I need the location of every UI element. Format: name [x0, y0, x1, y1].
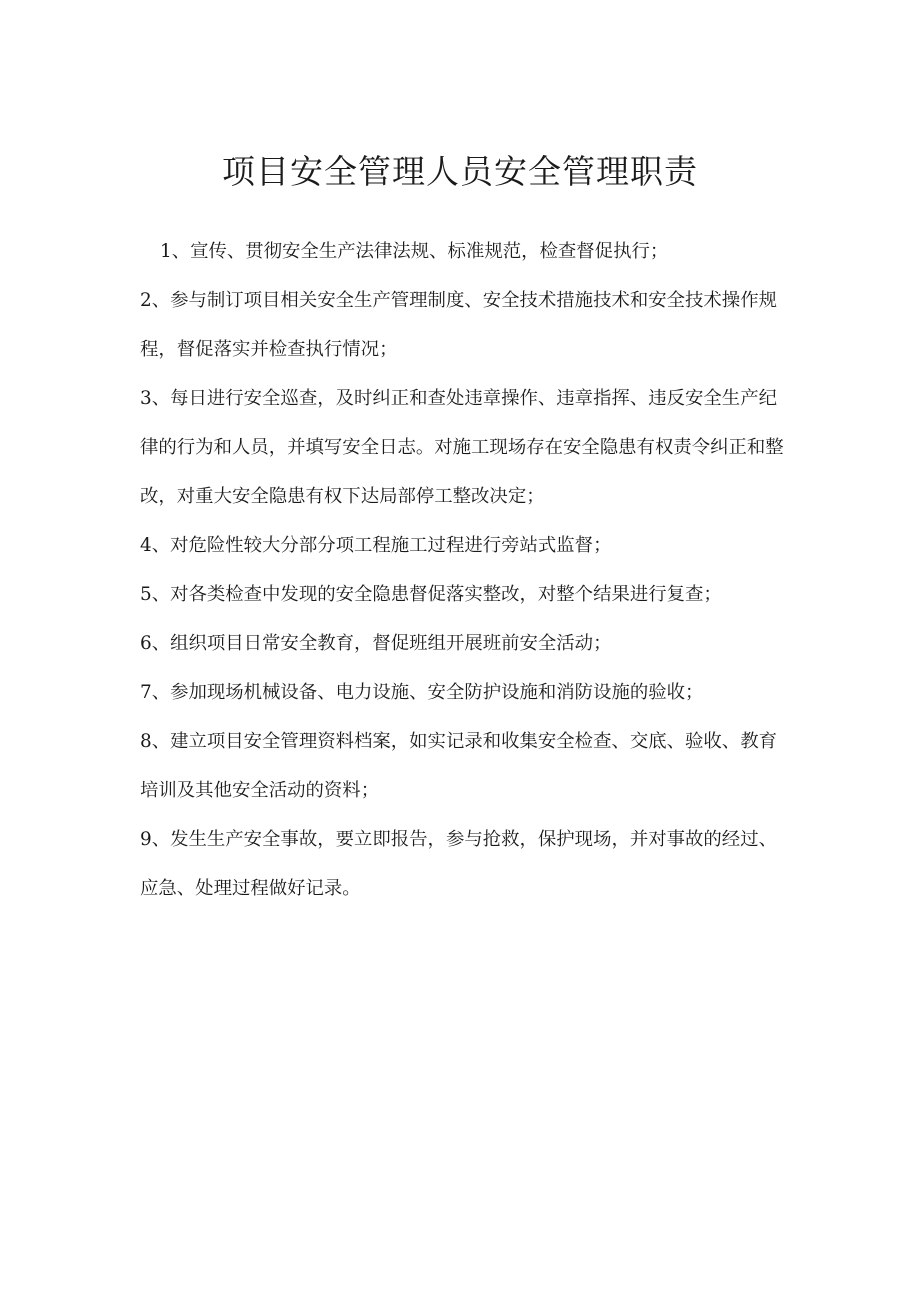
responsibility-item-7: 7、参加现场机械设备、电力设施、安全防护设施和消防设施的验收；: [140, 682, 704, 703]
responsibility-item-8: 8、建立项目安全管理资料档案，如实记录和收集安全检查、交底、验收、教育培训及其他安全活动的资料；: [140, 731, 777, 801]
document-title: 项目安全管理人员安全管理职责: [222, 152, 698, 191]
responsibility-item-5: 5、对各类检查中发现的安全隐患督促落实整改，对整个结果进行复查；: [140, 584, 722, 605]
responsibility-item-3: 3、每日进行安全巡查，及时纠正和查处违章操作、违章指挥、违反安全生产纪律的行为和人员，并填写安全日志。对施工现场存在安全隐患有权责令纠正和整改，对重大安全隐患有权下达局部停工整改决定；: [140, 388, 784, 507]
responsibility-item-2: 2、参与制订项目相关安全生产管理制度、安全技术措施技术和安全技术操作规程，督促落实并检查执行情况；: [140, 290, 777, 360]
responsibility-list: [140, 227, 790, 913]
responsibility-item-4: 4、对危险性较大分部分项工程施工过程进行旁站式监督；: [140, 535, 612, 556]
responsibility-item-6: 6、组织项目日常安全教育，督促班组开展班前安全活动；: [140, 633, 612, 654]
responsibility-item-9: 9、发生生产安全事故，要立即报告，参与抢救，保护现场，并对事故的经过、应急、处理过程做好记录。: [140, 829, 777, 899]
responsibility-item-1: 1、宣传、贯彻安全生产法律法规、标准规范，检查督促执行；: [160, 241, 669, 262]
